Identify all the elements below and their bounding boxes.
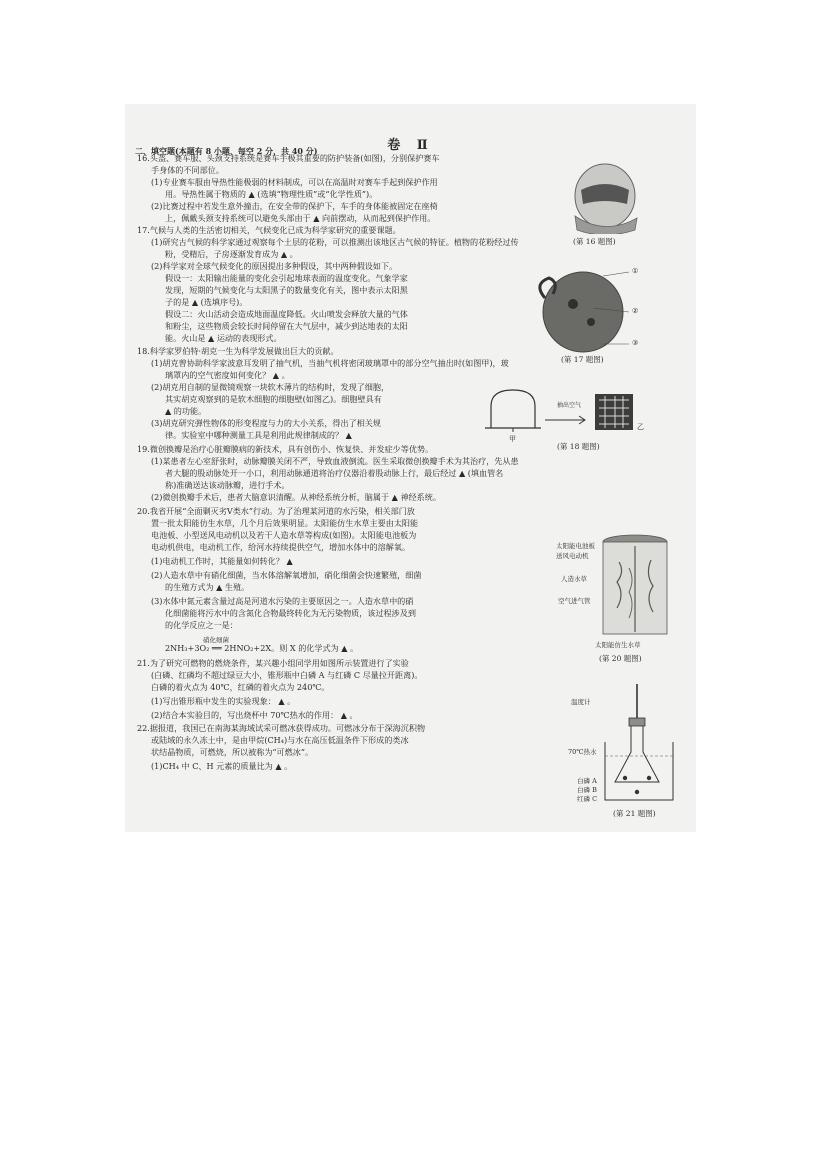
q21-line-3: 白磷的着火点为 40℃，红磷的着火点为 240℃。 <box>151 682 330 692</box>
q17-line-8: 假设二：火山活动会造成地面温度降低。火山喷发会释放大量的气体 <box>165 309 408 319</box>
fig16-helmet-image <box>565 156 640 234</box>
q20-line-5: (1)电动机工作时，其能量如何转化？ ▲ <box>151 556 293 566</box>
exam-sheet <box>125 104 696 832</box>
fig21-label-b: 白磷 B <box>577 786 597 794</box>
fig21-label-a: 白磷 A <box>577 777 597 785</box>
fig20-label-grass: 人造水草 <box>561 575 587 583</box>
q20-line-3: 电池板、小型送风电动机以及若干人造水草等构成(如图)。太阳能电池板为 <box>151 530 417 540</box>
q21-line-2: (白磷、红磷均不超过绿豆大小，锥形瓶中白磷 A 与红磷 C 尽量拉开距离)。 <box>151 670 423 680</box>
fig18-pump-image <box>545 406 589 430</box>
fig18-label-yi: 乙 <box>637 423 644 431</box>
q21-line-1: 21.为了研究可燃物的燃烧条件，某兴趣小组同学用如图所示装置进行了实验 <box>137 658 409 668</box>
fig16-caption: (第 16 题图) <box>573 237 616 246</box>
q19-line-3: 者大腿的股动脉处开一小口，利用动脉通道将治疗仪器沿着股动脉上行，最后经过 ▲ (填血管名 <box>165 468 504 478</box>
q16-line-6: 上，佩戴头颈支持系统可以避免头部由于 ▲ 向前摆动，从而起到保护作用。 <box>165 213 436 223</box>
q16-line-3: (1)专业赛车服由导热性能极弱的材料制成，可以在高温时对赛车手起到保护作用 <box>151 177 438 187</box>
q20-line-7: 的生殖方式为 ▲ 生殖。 <box>165 582 250 592</box>
q18-line-1: 18.科学家罗伯特·胡克一生为科学发展做出巨大的贡献。 <box>137 346 339 356</box>
fig17-label-2: ② <box>632 307 639 315</box>
q20-line-9: 化细菌能将污水中的含氮化合物最终转化为无污染物质，该过程涉及到 <box>165 608 416 618</box>
q16-line-2: 手身体的不同部位。 <box>151 165 224 175</box>
q18-line-2: (1)胡克曾协助科学家波意耳发明了抽气机，当抽气机将密闭玻璃罩中的部分空气抽出时(如图甲)，玻 <box>151 358 509 368</box>
q18-line-6: ▲ 的功能。 <box>165 406 207 416</box>
q19-line-1: 19.微创换瓣是治疗心脏瓣膜病的新技术，具有创伤小、恢复快、并发症少等优势。 <box>137 444 434 454</box>
reaction-condition: 硝化细菌 <box>203 636 229 644</box>
q19-line-2: (1)某患者左心室舒张时，动脉瓣膜关闭不严，导致血液倒流。医生采取微创换瓣手术为其治疗，先从患 <box>151 456 519 466</box>
q20-line-10: 的化学反应之一是： <box>165 620 238 630</box>
fig17-sun-image <box>533 264 633 356</box>
q20-line-1: 20.我省开展“全面剿灭劣Ⅴ类水”行动。为了治理某河道的水污染，相关部门放 <box>137 506 415 516</box>
q16-line-4: 用。导热性属于物质的 ▲ (选填“物理性质”或“化学性质”)。 <box>165 189 378 199</box>
fig18-cells-image <box>593 392 635 432</box>
q18-line-8: 律。实验室中哪种测量工具是利用此规律制成的？ ▲ <box>165 430 352 440</box>
q21-line-4: (1)写出锥形瓶中发生的实验现象： ▲ 。 <box>151 696 296 706</box>
fig20-label-panel: 太阳能电池板 <box>556 542 595 550</box>
paper-header: 卷 Ⅱ <box>387 138 434 153</box>
fig17-label-1: ① <box>632 267 639 275</box>
fig18-label-jia: 甲 <box>509 435 516 443</box>
fig21-label-c: 红磷 C <box>577 795 598 803</box>
q17-line-1: 17.气候与人类的生活密切相关，气候变化已成为科学家研究的重要课题。 <box>137 225 401 235</box>
fig20-caption: (第 20 题图) <box>599 654 642 663</box>
fig20-label-motor: 送风电动机 <box>556 552 589 560</box>
q17-line-7: 子的是 ▲ (选填序号)。 <box>165 297 248 307</box>
fig17-caption: (第 17 题图) <box>561 355 604 364</box>
q22-line-3: 状结晶物质，可燃烧，所以被称为“可燃冰”。 <box>151 747 314 757</box>
q17-line-6: 发现，短期的气候变化与太阳黑子的数量变化有关，图中表示太阳黑 <box>165 285 408 295</box>
q20-line-2: 置一批太阳能仿生水草，几个月后效果明显。太阳能仿生水草主要由太阳能 <box>151 518 419 528</box>
q18-line-4: (2)胡克用自制的显微镜观察一块软木薄片的结构时，发现了细胞， <box>151 382 390 392</box>
fig21-caption: (第 21 题图) <box>613 809 656 818</box>
fig20-water-grass-image <box>595 532 675 640</box>
fig21-apparatus-image <box>603 682 675 806</box>
fig21-label-thermometer: 温度计 <box>571 698 591 706</box>
q17-line-3: 粉，受精后，子房逐渐发育成为 ▲ 。 <box>165 249 298 259</box>
q17-line-2: (1)研究古气候的科学家通过观察每个土层的花粉，可以推测出该地区古气候的特征。植物的花粉经过传 <box>151 237 519 247</box>
fig21-label-hot-water: 70℃热水 <box>568 748 597 756</box>
q21-line-5: (2)结合本实验目的，写出烧杯中 70℃热水的作用： ▲ 。 <box>151 710 358 720</box>
q22-line-2: 或陆域的永久冻土中，是由甲烷(CH₄)与水在高压低温条件下形成的类冰 <box>151 735 409 745</box>
fig18-caption: (第 18 题图) <box>557 442 600 451</box>
q18-line-5: 其实胡克观察到的是软木细胞的细胞壁(如图乙)。细胞壁具有 <box>165 394 382 404</box>
q20-line-8: (3)水体中氮元素含量过高是河道水污染的主要原因之一。人造水草中的硝 <box>151 596 414 606</box>
q18-line-3: 璃罩内的空气密度如何变化？ ▲ 。 <box>165 370 290 380</box>
q17-line-4: (2)科学家对全球气候变化的原因提出多种假设，其中两种假设如下。 <box>151 261 398 271</box>
q16-line-5: (2)比赛过程中若发生意外撞击，在安全带的保护下，车手的身体能被固定在座椅 <box>151 201 438 211</box>
q19-line-5: (2)微创换瓣手术后，患者大脑意识清醒。从神经系统分析，脑属于 ▲ 神经系统。 <box>151 492 441 502</box>
q22-line-4: (1)CH₄ 中 C、H 元素的质量比为 ▲ 。 <box>151 761 293 771</box>
q17-line-10: 能。火山是 ▲ 运动的表现形式。 <box>165 333 282 343</box>
section-title: 二、填空题(本题有 8 小题，每空 2 分，共 40 分) <box>135 146 318 156</box>
q16-line-1: 16.头盔、赛车服、头颈支持系统是赛车手极其重要的防护装备(如图)，分别保护赛车 <box>137 153 440 163</box>
q20-line-6: (2)人造水草中有硝化细菌，当水体溶解氧增加，硝化细菌会快速繁殖，细菌 <box>151 570 422 580</box>
q19-line-4: 称)准确送达该动脉瓣，进行手术。 <box>165 480 290 490</box>
q17-line-9: 和粉尘，这些物质会较长时间停留在大气层中，减少到达地表的太阳 <box>165 321 408 331</box>
fig17-label-3: ③ <box>632 339 639 347</box>
fig18-pump-label: 抽出空气 <box>557 402 582 409</box>
q20-line-4: 电动机供电，电动机工作，给河水持续提供空气，增加水体中的溶解氧。 <box>151 542 411 552</box>
fig18-bell-jar-image <box>483 386 543 432</box>
q22-line-1: 22.据报道，我国已在南海某海域试采可燃冰获得成功。可燃冰分布于深海沉积物 <box>137 723 426 733</box>
fig20-label-air-pipe: 空气进气管 <box>558 597 591 605</box>
q18-line-7: (3)胡克研究弹性物体的形变程度与力的大小关系，得出了相关规 <box>151 418 381 428</box>
q17-line-5: 假设一：太阳输出能量的变化会引起地球表面的温度变化。气象学家 <box>165 273 408 283</box>
fig20-label-name: 太阳能仿生水草 <box>595 641 641 649</box>
q20-equation: 2NH₃+3O₂ ══ 2HNO₂+2X。则 X 的化学式为 ▲ 。 <box>165 643 359 653</box>
